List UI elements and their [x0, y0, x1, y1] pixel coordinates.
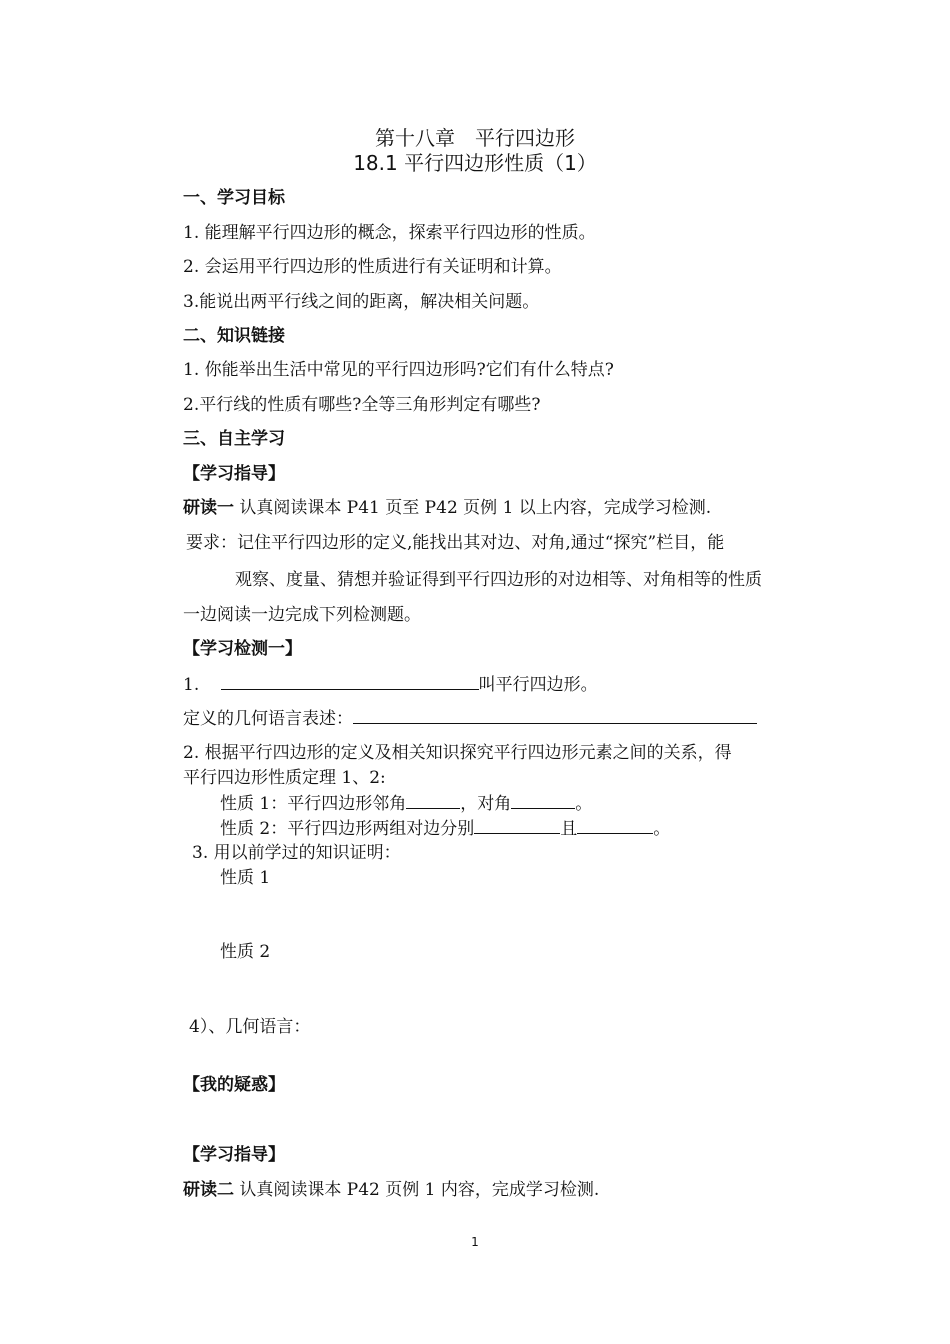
goal-item: 1. 能理解平行四边形的概念，探索平行四边形的性质。 [183, 223, 596, 243]
section-heading-links: 二、知识链接 [183, 326, 285, 346]
section-title: 18.1 平行四边形性质（1） [353, 151, 597, 175]
adjacent-angle-blank[interactable] [406, 792, 460, 809]
my-doubts-label: 【我的疑惑】 [183, 1075, 285, 1095]
read-two-label: 研读二 [183, 1180, 234, 1200]
property-two-text: 性质 2：平行四边形两组对边分别 [220, 819, 475, 839]
property-two-text: 。 [653, 819, 671, 839]
geometry-expression-blank[interactable] [353, 707, 757, 724]
goal-item: 2. 会运用平行四边形的性质进行有关证明和计算。 [183, 257, 562, 277]
chapter-title: 第十八章 平行四边形 [375, 126, 575, 150]
opposite-angle-blank[interactable] [511, 792, 575, 809]
question-two-line: 平行四边形性质定理 1、2: [183, 768, 386, 788]
question-one-tail: 叫平行四边形。 [478, 675, 598, 695]
requirement-line: 要求：记住平行四边形的定义,能找出其对边、对角,通过“探究”栏目，能 [186, 533, 725, 553]
read-two-text: 认真阅读课本 P42 页例 1 内容，完成学习检测. [234, 1180, 600, 1200]
property-one-proof-label: 性质 1 [220, 868, 271, 888]
property-one-text: 性质 1：平行四边形邻角 [220, 794, 407, 814]
question-three: 3. 用以前学过的知识证明： [192, 843, 401, 863]
opposite-sides-blank-2[interactable] [577, 817, 653, 834]
study-guide-label-2: 【学习指导】 [183, 1145, 285, 1165]
property-one-text: ，对角 [460, 794, 512, 814]
definition-geometry-line [183, 707, 757, 730]
goal-item: 3.能说出两平行线之间的距离，解决相关问题。 [183, 292, 540, 312]
read-two-line [183, 1179, 599, 1201]
read-one-label: 研读一 [183, 498, 234, 518]
property-two-line [220, 817, 670, 840]
study-guide-label: 【学习指导】 [183, 464, 285, 484]
requirement-line: 一边阅读一边完成下列检测题。 [183, 605, 421, 625]
link-item: 1. 你能举出生活中常见的平行四边形吗?它们有什么特点? [183, 360, 614, 380]
read-one-line [183, 497, 711, 519]
question-one-number: 1. [183, 675, 200, 695]
section-heading-goals: 一、学习目标 [183, 188, 285, 208]
requirement-line: 观察、度量、猜想并验证得到平行四边形的对边相等、对角相等的性质 [235, 570, 762, 590]
property-two-text: 且 [560, 819, 578, 839]
property-one-text: 。 [575, 794, 593, 814]
question-two-line: 2. 根据平行四边形的定义及相关知识探究平行四边形元素之间的关系，得 [183, 743, 732, 763]
definition-blank[interactable] [221, 673, 479, 690]
link-item: 2.平行线的性质有哪些?全等三角形判定有哪些? [183, 395, 541, 415]
read-one-text: 认真阅读课本 P41 页至 P42 页例 1 以上内容，完成学习检测. [234, 498, 712, 518]
property-two-proof-label: 性质 2 [220, 942, 271, 962]
section-heading-self-study: 三、自主学习 [183, 429, 285, 449]
question-one [183, 673, 598, 696]
check-one-label: 【学习检测一】 [183, 639, 302, 659]
question-four: 4）、几何语言： [189, 1017, 311, 1037]
opposite-sides-blank-1[interactable] [474, 817, 560, 834]
property-one-line [220, 792, 592, 815]
page-number: 1 [471, 1235, 479, 1249]
definition-geometry-label: 定义的几何语言表述： [183, 709, 353, 729]
